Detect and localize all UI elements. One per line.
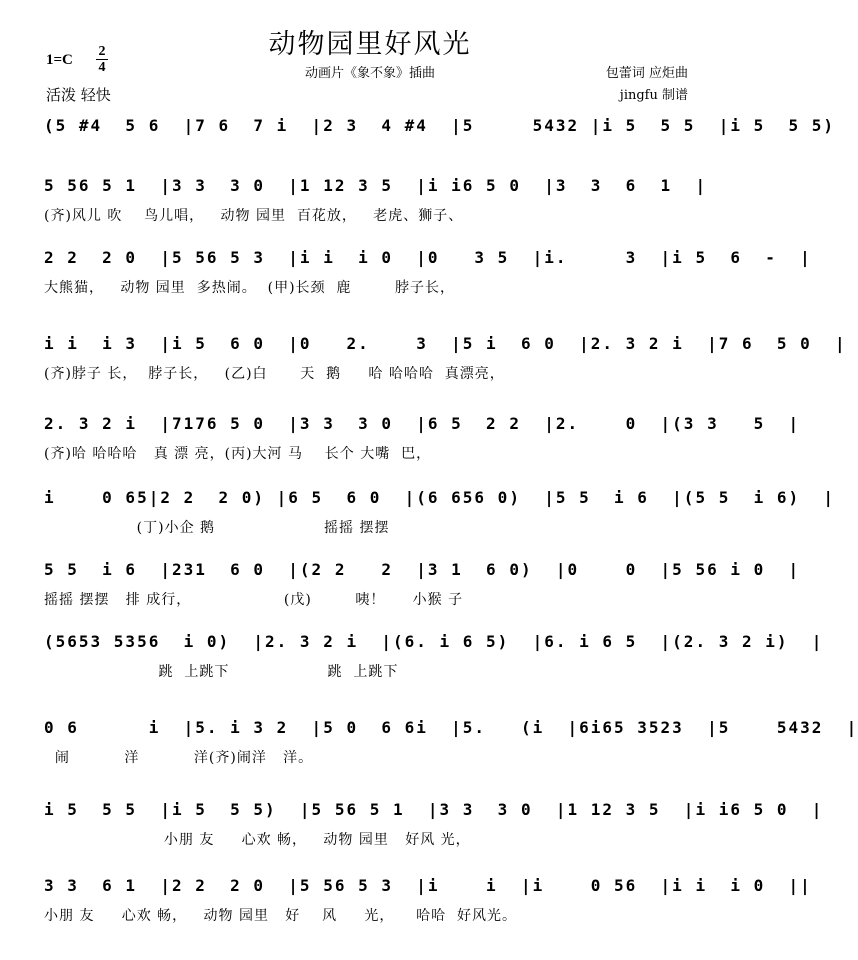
lyric-line: 跳 上跳下 跳 上跳下 — [44, 664, 399, 680]
notation-line: 0 6 i |5. i 3 2 |5 0 6 6i |5. (i |6i65 3523 |5 5432 | — [44, 718, 858, 737]
song-subtitle: 动画片《象不象》插曲 — [304, 66, 435, 81]
score-line — [44, 172, 714, 242]
lyric-line: 闹 洋 洋(齐)闹洋 洋。 — [44, 750, 314, 766]
lyric-line: 大熊猫， 动物 园里 多热闹。 (甲)长颈 鹿 脖子长， — [44, 280, 456, 296]
lyric-line: (丁)小企 鹅 摇摇 摆摆 — [44, 520, 390, 536]
score-line — [44, 410, 801, 480]
notation-line: i 0 65|2 2 2 0) |6 5 6 0 |(6 656 0) |5 5 i 6 |(5 5 i 6) | — [44, 488, 836, 507]
notation-line: (5 #4 5 6 |7 6 7 i |2 3 4 #4 |5 5432 |i 5 5 5 |i 5 5 5) — [44, 116, 836, 135]
notation-line: 5 56 5 1 |3 3 3 0 |1 12 3 5 |i i6 5 0 |3 3 6 1 | — [44, 176, 708, 195]
notation-line: i 5 5 5 |i 5 5 5) |5 56 5 1 |3 3 3 0 |1 12 3 5 |i i6 5 0 | — [44, 800, 824, 819]
time-signature-top: 2 — [98, 44, 106, 59]
lyric-line: 小朋 友 心欢 畅， 动物 园里 好 风 光， 哈哈 好风光。 — [44, 908, 518, 924]
credit-arranger: jingfu 制谱 — [619, 88, 688, 103]
notation-line: i i i 3 |i 5 6 0 |0 2. 3 |5 i 6 0 |2. 3 2 i |7 6 5 0 | — [44, 334, 847, 353]
credit-authors: 包蕾词 应炬曲 — [605, 66, 688, 81]
lyric-line: 小朋 友 心欢 畅， 动物 园里 好风 光， — [44, 832, 471, 848]
key-signature: 1=C — [46, 52, 73, 68]
notation-line: 5 5 i 6 |231 6 0 |(2 2 2 |3 1 6 0) |0 0 |5 56 i 0 | — [44, 560, 801, 579]
score-line — [44, 628, 824, 698]
lyric-line: (齐)风儿 吹 鸟儿唱， 动物 园里 百花放， 老虎、狮子、 — [44, 208, 464, 224]
lyric-line: (齐)脖子 长， 脖子长， (乙)白 天 鹅 哈 哈哈哈 真漂亮， — [44, 366, 505, 382]
notation-line: (5653 5356 i 0) |2. 3 2 i |(6. i 6 5) |6. i 6 5 |(2. 3 2 i) | — [44, 632, 824, 651]
time-signature-bottom: 4 — [98, 60, 106, 75]
score-line — [44, 796, 824, 866]
lyric-line: 摇摇 摆摆 排 成行， (戊) 咦！ 小猴 子 — [44, 592, 464, 608]
score-line — [44, 872, 812, 942]
score-line — [44, 330, 847, 400]
score-line — [44, 484, 836, 554]
lyric-line: (齐)哈 哈哈哈 真 漂 亮，(丙)大河 马 长个 大嘴 巴， — [44, 446, 432, 462]
score-line — [44, 244, 812, 314]
notation-line: 3 3 6 1 |2 2 2 0 |5 56 5 3 |i i |i 0 56 |i i i 0 || — [44, 876, 812, 895]
notation-line: 2 2 2 0 |5 56 5 3 |i i i 0 |0 3 5 |i. 3 |i 5 6 - | — [44, 248, 812, 267]
score-line — [44, 556, 801, 626]
score-line — [44, 714, 858, 784]
song-title: 动物园里好风光 — [268, 29, 472, 60]
time-signature — [96, 44, 108, 75]
notation-line: 2. 3 2 i |7176 5 0 |3 3 3 0 |6 5 2 2 |2. 0 |(3 3 5 | — [44, 414, 801, 433]
tempo-marking: 活泼 轻快 — [46, 86, 111, 104]
